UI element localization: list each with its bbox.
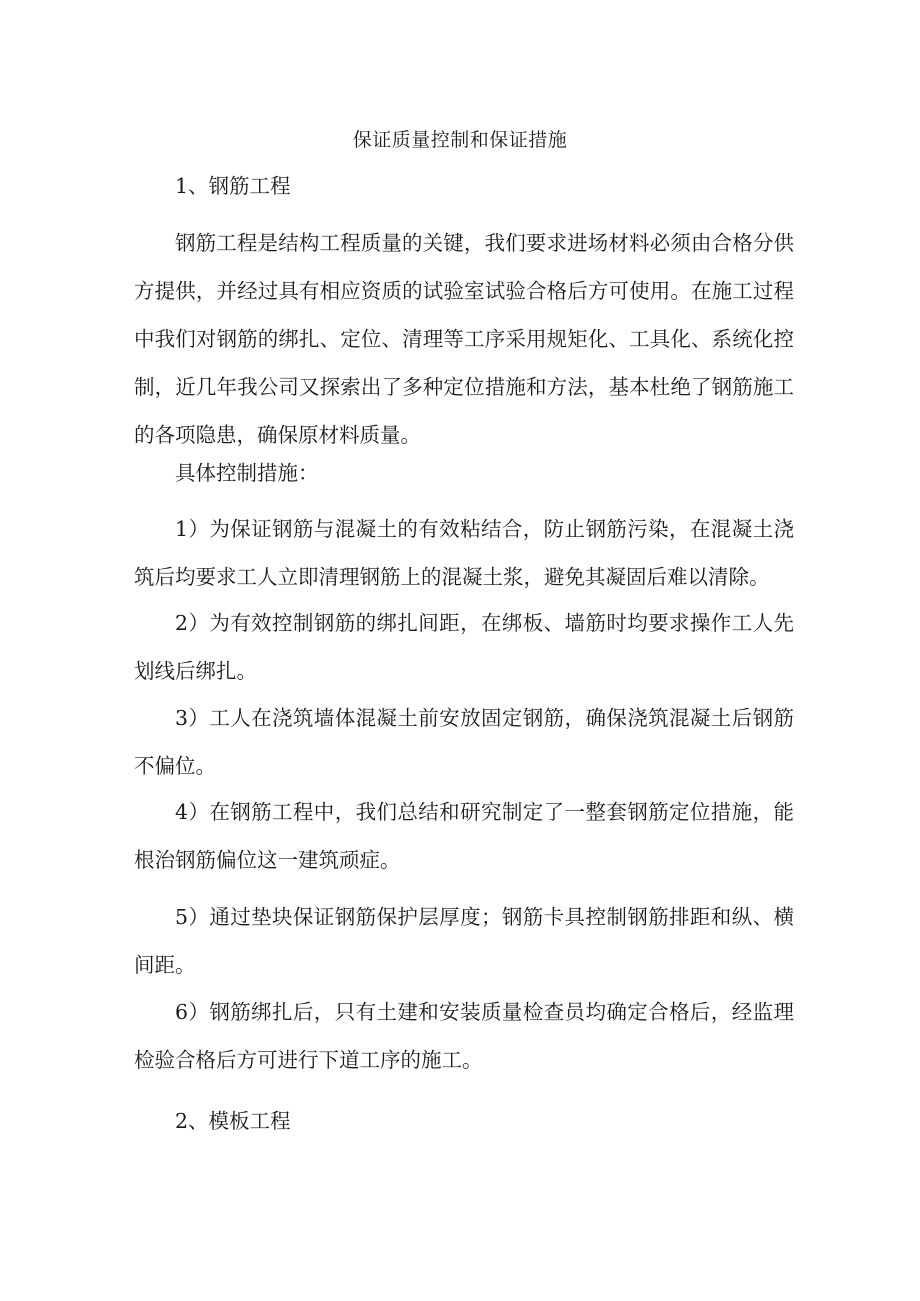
section-heading-formwork: 2、模板工程 <box>175 1109 291 1133</box>
paragraph-measure-6: 6）钢筋绑扎后，只有土建和安装质量检查员均确定合格后，经监理检验合格后方可进行下道工序的施工。 <box>134 1000 794 1072</box>
document-title: 保证质量控制和保证措施 <box>352 129 568 151</box>
section-heading-rebar: 1、钢筋工程 <box>175 174 291 198</box>
paragraph-measure-1: 1）为保证钢筋与混凝土的有效粘结合，防止钢筋污染，在混凝土浇筑后均要求工人立即清理钢筋上的混凝土浆，避免其凝固后难以清除。 <box>134 517 794 589</box>
paragraph-measure-2: 2）为有效控制钢筋的绑扎间距，在绑板、墙筋时均要求操作工人先划线后绑扎。 <box>134 611 794 683</box>
paragraph-measure-4: 4）在钢筋工程中，我们总结和研究制定了一整套钢筋定位措施，能根治钢筋偏位这一建筑顽症。 <box>134 800 794 872</box>
paragraph-measure-3: 3）工人在浇筑墙体混凝土前安放固定钢筋，确保浇筑混凝土后钢筋不偏位。 <box>134 706 794 778</box>
paragraph-rebar-intro: 钢筋工程是结构工程质量的关键，我们要求进场材料必须由合格分供方提供，并经过具有相应资质的试验室试验合格后方可使用。在施工过程中我们对钢筋的绑扎、定位、清理等工序采用规矩化、工具化、系统化控制，近几年我公司又探索出了多种定位措施和方法，基本杜绝了钢筋施工的各项隐患，确保原材料质量。 <box>134 231 794 447</box>
paragraph-measures-heading: 具体控制措施： <box>175 461 319 485</box>
paragraph-measure-5: 5）通过垫块保证钢筋保护层厚度；钢筋卡具控制钢筋排距和纵、横间距。 <box>134 905 794 977</box>
